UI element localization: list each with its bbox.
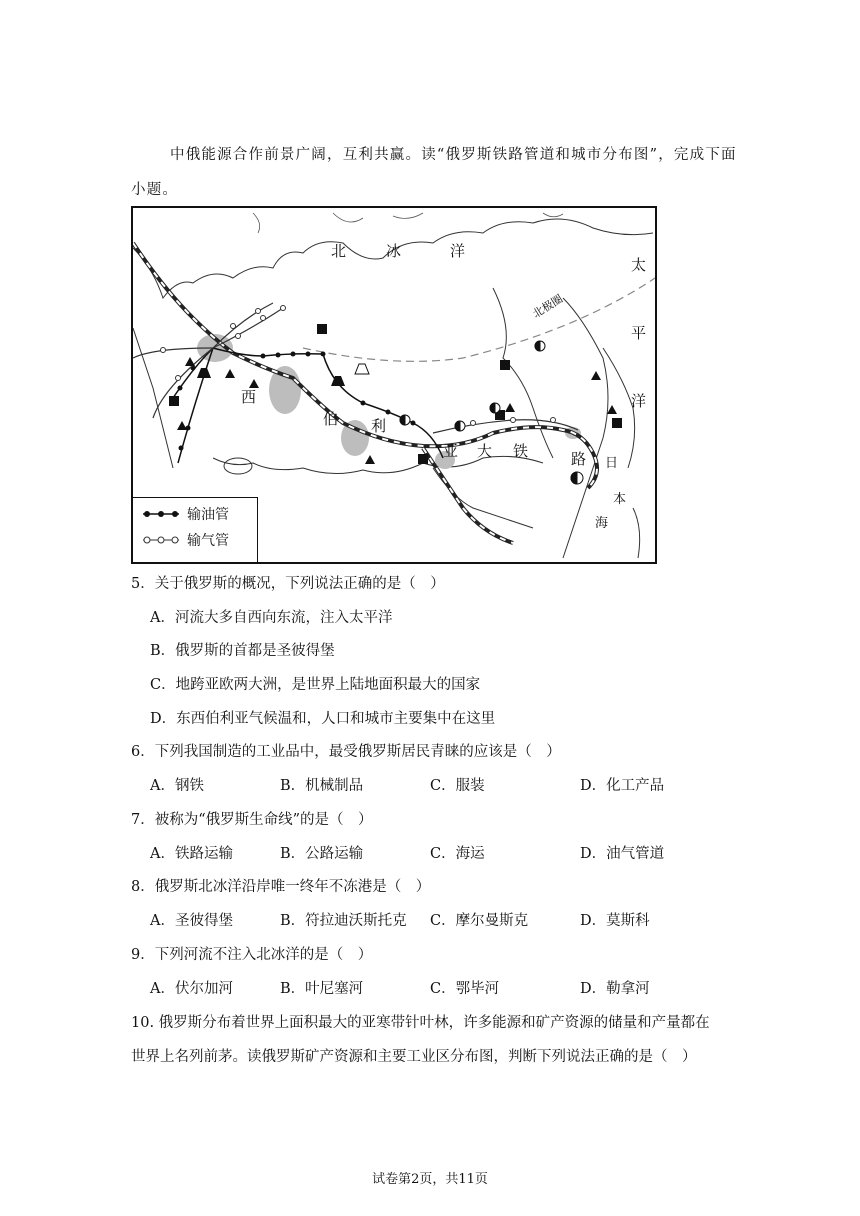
question-8-option-b: B．符拉迪沃斯托克 <box>280 913 407 929</box>
question-5-stem: 5．关于俄罗斯的概况，下列说法正确的是（ ） <box>131 576 445 592</box>
question-7-option-a: A．铁路运输 <box>150 846 233 862</box>
question-5-option-a: A．河流大多自西向东流，注入太平洋 <box>150 610 393 626</box>
question-7-stem: 7．被称为“俄罗斯生命线”的是（ ） <box>131 812 373 828</box>
map-label-sea-2: 本 <box>613 492 627 507</box>
question-6-stem: 6．下列我国制造的工业品中，最受俄罗斯居民青睐的应该是（ ） <box>131 744 561 760</box>
map-label-ocean-north-1: 北 <box>331 242 347 260</box>
question-6-option-a: A．钢铁 <box>150 778 204 794</box>
map-label-railway-3: 路 <box>571 450 587 468</box>
question-9-option-c: C．鄂毕河 <box>430 981 500 997</box>
map-label-ocean-north-2: 冰 <box>386 242 402 260</box>
map-label-sea-1: 日 <box>605 456 619 471</box>
map-label-siberia-4: 亚 <box>443 442 459 460</box>
question-9-option-b: B．叶尼塞河 <box>280 981 364 997</box>
question-5-option-b: B．俄罗斯的首都是圣彼得堡 <box>150 643 335 659</box>
map-legend <box>133 497 258 562</box>
page-footer: 试卷第2页，共11页 <box>372 1172 488 1187</box>
oil-pipeline-icon <box>141 508 181 520</box>
question-6-option-b: B．机械制品 <box>280 778 364 794</box>
map-label-siberia-2: 伯 <box>323 410 339 428</box>
question-7-option-d: D．油气管道 <box>580 846 665 862</box>
legend-gas-row <box>141 530 229 550</box>
question-8-option-c: C．摩尔曼斯克 <box>430 913 529 929</box>
map-label-arctic-circle: 北极圈 <box>530 292 566 321</box>
map-label-sea-3: 海 <box>595 516 609 531</box>
legend-gas-label: 输气管 <box>187 533 229 549</box>
intro-line-2: 小题。 <box>131 182 179 198</box>
map-label-pacific-1: 太 <box>631 256 647 274</box>
question-7-option-c: C．海运 <box>430 846 485 862</box>
question-7-option-b: B．公路运输 <box>280 846 364 862</box>
question-8-stem: 8．俄罗斯北冰洋沿岸唯一终年不冻港是（ ） <box>131 879 431 895</box>
map-label-pacific-2: 平 <box>631 324 647 342</box>
legend-oil-row <box>141 504 229 524</box>
question-9-option-d: D．勒拿河 <box>580 981 650 997</box>
question-9-option-a: A．伏尔加河 <box>150 981 233 997</box>
question-10-stem-line-2: 世界上名列前茅。读俄罗斯矿产资源和主要工业区分布图，判断下列说法正确的是（ ） <box>131 1049 697 1065</box>
map-label-siberia-1: 西 <box>241 388 257 406</box>
gas-pipeline-icon <box>141 534 181 546</box>
map-label-railway-1: 大 <box>477 442 493 460</box>
question-8-option-a: A．圣彼得堡 <box>150 913 233 929</box>
question-8-option-d: D．莫斯科 <box>580 913 650 929</box>
map-label-pacific-3: 洋 <box>631 392 647 410</box>
legend-oil-label: 输油管 <box>187 507 229 523</box>
map-label-ocean-north-3: 洋 <box>450 242 466 260</box>
question-6-option-c: C．服装 <box>430 778 485 794</box>
question-9-stem: 9．下列河流不注入北冰洋的是（ ） <box>131 947 373 963</box>
map-label-siberia-3: 利 <box>371 417 387 435</box>
intro-line-1: 中俄能源合作前景广阔，互利共赢。读“俄罗斯铁路管道和城市分布图”，完成下面 <box>170 147 737 163</box>
question-5-option-c: C．地跨亚欧两大洲，是世界上陆地面积最大的国家 <box>150 677 481 693</box>
map-label-railway-2: 铁 <box>513 442 529 460</box>
russia-map-figure <box>131 206 657 564</box>
question-10-stem-line-1: 10. 俄罗斯分布着世界上面积最大的亚寒带针叶林，许多能源和矿产资源的储量和产量都在 <box>131 1015 710 1031</box>
question-5-option-d: D．东西伯利亚气候温和，人口和城市主要集中在这里 <box>150 711 496 727</box>
question-6-option-d: D．化工产品 <box>580 778 665 794</box>
